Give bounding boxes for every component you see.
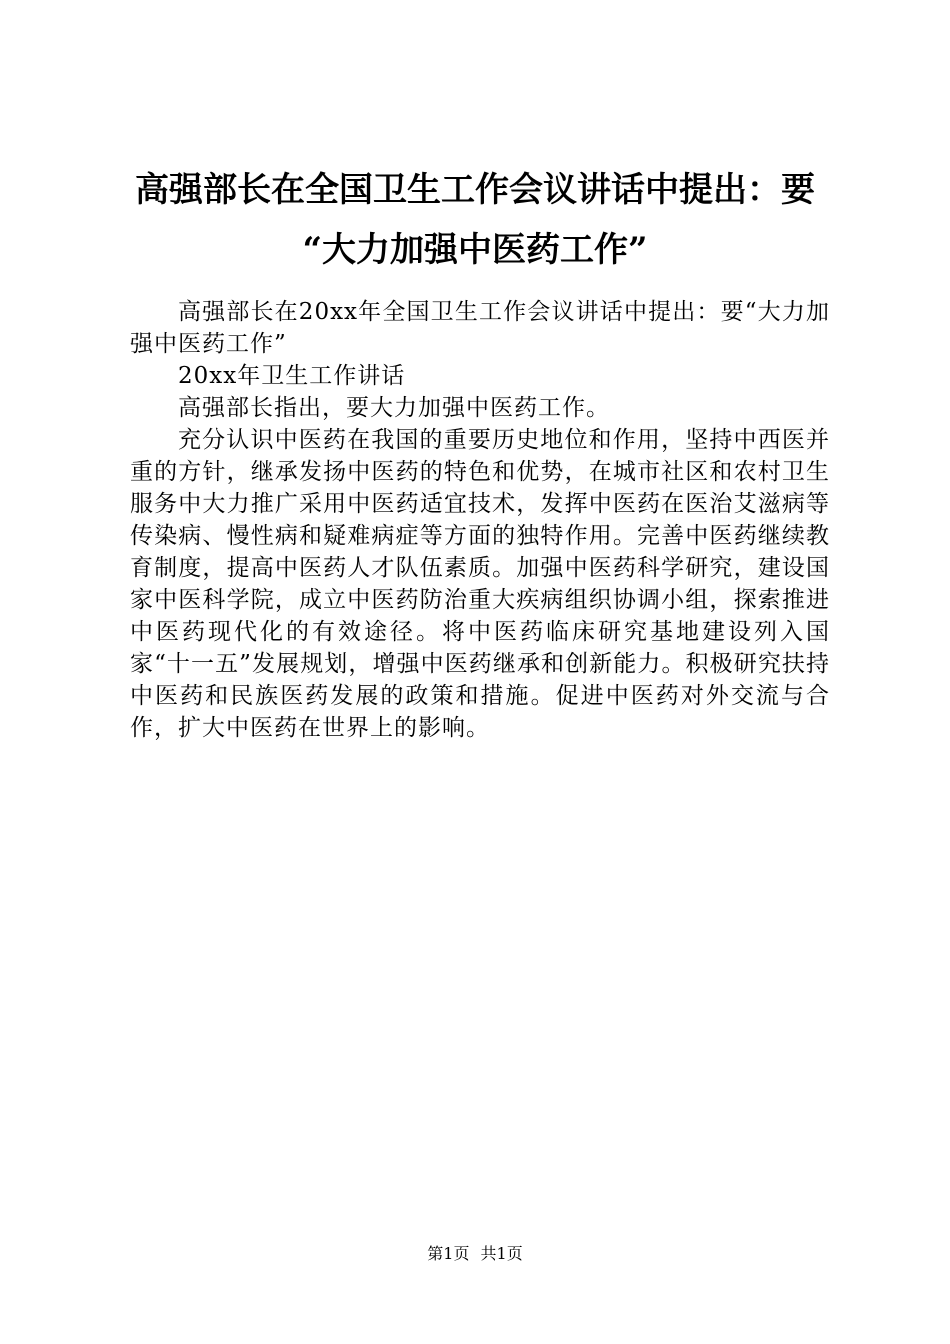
- paragraph-intro: 高强部长在20xx年全国卫生工作会议讲话中提出：要“大力加强中医药工作”: [130, 299, 830, 357]
- page-total: 共1页: [480, 1244, 523, 1263]
- title-line-1: 高强部长在全国卫生工作会议讲话中提出：要: [135, 170, 815, 210]
- paragraph-summary: 高强部长指出，要大力加强中医药工作。: [178, 395, 610, 421]
- document-body: [130, 296, 830, 744]
- title-line-2: “大力加强中医药工作”: [302, 230, 648, 270]
- page-footer: [0, 1244, 950, 1264]
- paragraph-subtitle: 20xx年卫生工作讲话: [178, 363, 406, 389]
- paragraph-main: 充分认识中医药在我国的重要历史地位和作用，坚持中西医并重的方针，继承发扬中医药的特色和优势，在城市社区和农村卫生服务中大力推广采用中医药适宜技术，发挥中医药在医治艾滋病等传染病、慢性病和疑难病症等方面的独特作用。完善中医药继续教育制度，提高中医药人才队伍素质。加强中医药科学研究，建设国家中医科学院，成立中医药防治重大疾病组织协调小组，探索推进中医药现代化的有效途径。将中医药临床研究基地建设列入国家“十一五”发展规划，增强中医药继承和创新能力。积极研究扶持中医药和民族医药发展的政策和措施。促进中医药对外交流与合作，扩大中医药在世界上的影响。: [130, 427, 830, 741]
- page-number: 第1页: [427, 1244, 470, 1263]
- document-title: [120, 160, 830, 280]
